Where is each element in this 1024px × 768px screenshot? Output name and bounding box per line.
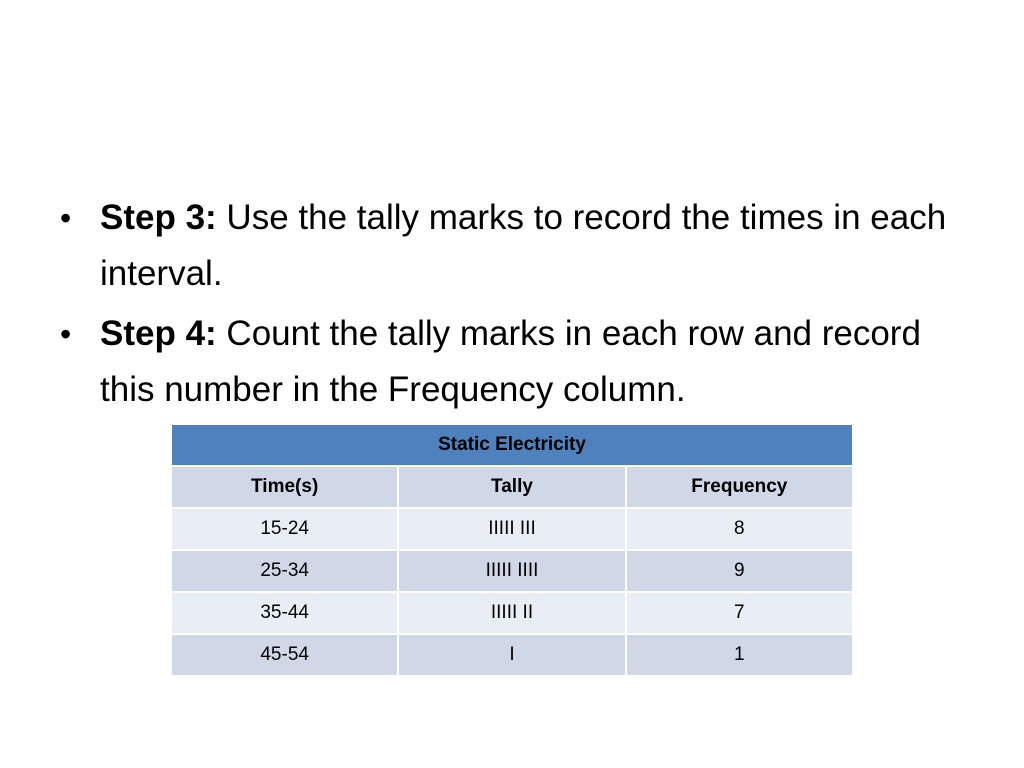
table-row [171, 634, 853, 676]
column-header: Tally [398, 466, 625, 508]
table-title-row [171, 425, 853, 466]
bullet-list [60, 190, 980, 422]
frequency-cell: 8 [626, 508, 853, 550]
tally-cell: IIIII IIII [398, 550, 625, 592]
table-header-row [171, 466, 853, 508]
tally-cell: I [398, 634, 625, 676]
bullet-dot-icon: • [60, 200, 72, 236]
frequency-table-container [170, 425, 854, 677]
time-cell: 25-34 [171, 550, 398, 592]
bullet-step-4 [60, 306, 980, 418]
table-row [171, 550, 853, 592]
time-cell: 45-54 [171, 634, 398, 676]
table-row [171, 592, 853, 634]
time-cell: 15-24 [171, 508, 398, 550]
column-header: Time(s) [171, 466, 398, 508]
step-label: Step 4: [100, 314, 217, 353]
step-text: Count the tally marks in each row and record this number in the Frequency column. [100, 314, 921, 409]
bullet-dot-icon: • [60, 316, 72, 352]
frequency-table [170, 425, 854, 677]
bullet-step-3 [60, 190, 980, 302]
frequency-cell: 1 [626, 634, 853, 676]
step-label: Step 3: [100, 198, 217, 237]
table-title: Static Electricity [171, 425, 853, 466]
tally-cell: IIIII III [398, 508, 625, 550]
tally-cell: IIIII II [398, 592, 625, 634]
step-text: Use the tally marks to record the times in each interval. [100, 198, 947, 293]
column-header: Frequency [626, 466, 853, 508]
time-cell: 35-44 [171, 592, 398, 634]
table-row [171, 508, 853, 550]
frequency-cell: 9 [626, 550, 853, 592]
frequency-cell: 7 [626, 592, 853, 634]
